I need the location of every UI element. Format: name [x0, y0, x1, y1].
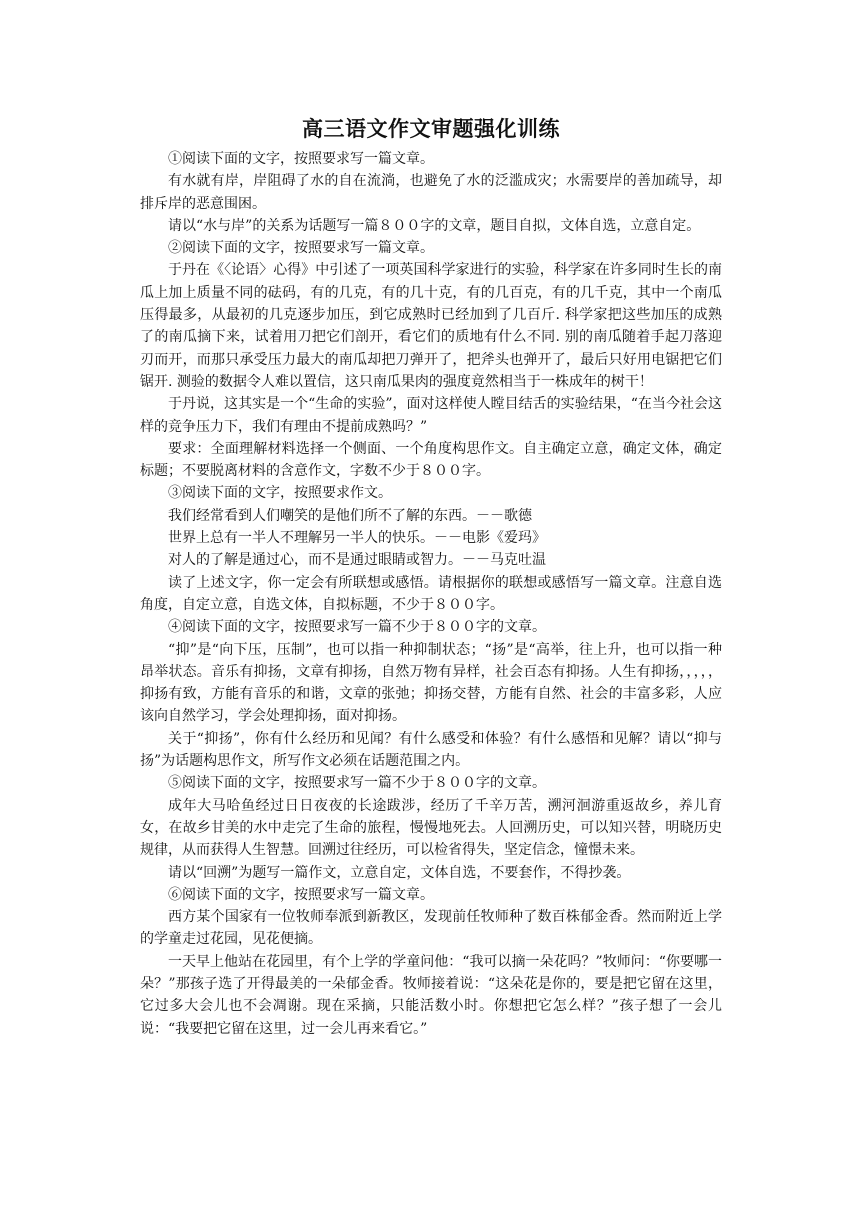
- paragraph-4: ②阅读下面的文字，按照要求写一篇文章。: [168, 240, 434, 257]
- paragraph-10: 世界上总有一半人不理解另一半人的快乐。－－电影《爱玛》: [168, 530, 546, 547]
- paragraph-8: ③阅读下面的文字，按照要求作文。: [168, 485, 392, 502]
- paragraph-7: 要求：全面理解材料选择一个侧面、一个角度构思作文。自主确定立意，确定文体，确定标题；不要脱离材料的含意作文，字数不少于８００字。: [140, 440, 722, 480]
- paragraph-15: 关于“抑扬”，你有什么经历和见闻？有什么感受和体验？有什么感悟和见解？请以“抑与扬”为话题构思作文，所写作文必须在话题范围之内。: [140, 730, 722, 770]
- document-title: 高三语文作文审题强化训练: [302, 117, 560, 141]
- paragraph-20: 西方某个国家有一位牧师奉派到新教区，发现前任牧师种了数百株郁金香。然而附近上学的学童走过花园，见花便摘。: [140, 909, 722, 948]
- paragraph-19: ⑥阅读下面的文字，按照要求写一篇文章。: [168, 886, 434, 903]
- paragraph-14: “抑”是“向下压，压制”，也可以指一种抑制状态；“扬”是“高举，往上升，也可以指一种昂举状态。音乐有抑扬，文章有抑扬，自然万物有异样，社会百态有抑扬。人生有抑扬，，，，，抑扬有致，方能有音乐的和谐，文章的张弛；抑扬交替，方能有自然、社会的丰富多彩，人应该向自然学习，学会处理抑扬，面对抑扬。: [140, 641, 722, 725]
- paragraph-6: 于丹说，这其实是一个“生命的实验”，面对这样使人瞠目结舌的实验结果，“在当今社会这样的竞争压力下，我们有理由不提前成熟吗？”: [140, 396, 722, 435]
- paragraph-9: 我们经常看到人们嘲笑的是他们所不了解的东西。－－歌德: [168, 507, 532, 524]
- paragraph-17: 成年大马哈鱼经过日日夜夜的长途跋涉，经历了千辛万苦，溯河洄游重返故乡，养儿育女，在故乡甘美的水中走完了生命的旅程，慢慢地死去。人回溯历史，可以知兴替，明晓历史规律，从而获得人生智慧。回溯过往经历，可以检省得失，坚定信念，憧憬未来。: [140, 797, 722, 859]
- paragraph-1: ①阅读下面的文字，按照要求写一篇文章。: [168, 151, 434, 167]
- paragraph-2: 有水就有岸，岸阻碍了水的自在流淌，也避免了水的泛滥成灾；水需要岸的善加疏导，却排斥岸的恶意围困。: [140, 173, 722, 212]
- paragraph-5: 于丹在《〈论语〉心得》中引述了一项英国科学家进行的实验，科学家在许多同时生长的南瓜上加上质量不同的砝码，有的几克，有的几十克，有的几百克，有的几千克，其中一个南瓜压得最多，从最初的几克逐步加压，到它成熟时已经加到了几百斤. 科学家把这些加压的成熟了的南瓜摘下来，试着用刀把它们剖开，看它们的质地有什么不同. 别的南瓜随着手起刀落迎刃而开，而那只承受压力最大的南瓜却把刀弹开了，把斧头也弹开了，最后只好用电锯把它们锯开. 测验的数据令人难以置信，这只南瓜果肉的强度竟然相当于一株成年的树干！: [140, 262, 722, 390]
- paragraph-12: 读了上述文字，你一定会有所联想或感悟。请根据你的联想或感悟写一篇文章。注意自选角度，自定立意，自选文体，自拟标题，不少于８００字。: [140, 574, 722, 613]
- document-page: [140, 112, 722, 1040]
- paragraph-21: 一天早上他站在花园里，有个上学的学童问他：“我可以摘一朵花吗？”牧师问：“你要哪一朵？”那孩子选了开得最美的一朵郁金香。牧师接着说：“这朵花是你的，要是把它留在这里，它过多大会儿也不会凋谢。现在采摘，只能活数小时。你想把它怎么样？”孩子想了一会儿说：“我要把它留在这里，过一会儿再来看它。”: [140, 953, 722, 1037]
- paragraph-3: 请以“水与岸”的关系为话题写一篇８００字的文章，题目自拟，文体自选，立意自定。: [168, 217, 701, 234]
- paragraph-18: 请以“回溯”为题写一篇作文，立意自定，文体自选，不要套作，不得抄袭。: [168, 864, 631, 881]
- paragraph-13: ④阅读下面的文字，按照要求写一篇不少于８００字的文章。: [168, 619, 546, 636]
- paragraph-11: 对人的了解是通过心，而不是通过眼睛或智力。－－马克吐温: [168, 552, 546, 569]
- paragraph-16: ⑤阅读下面的文字，按照要求写一篇不少于８００字的文章。: [168, 775, 546, 792]
